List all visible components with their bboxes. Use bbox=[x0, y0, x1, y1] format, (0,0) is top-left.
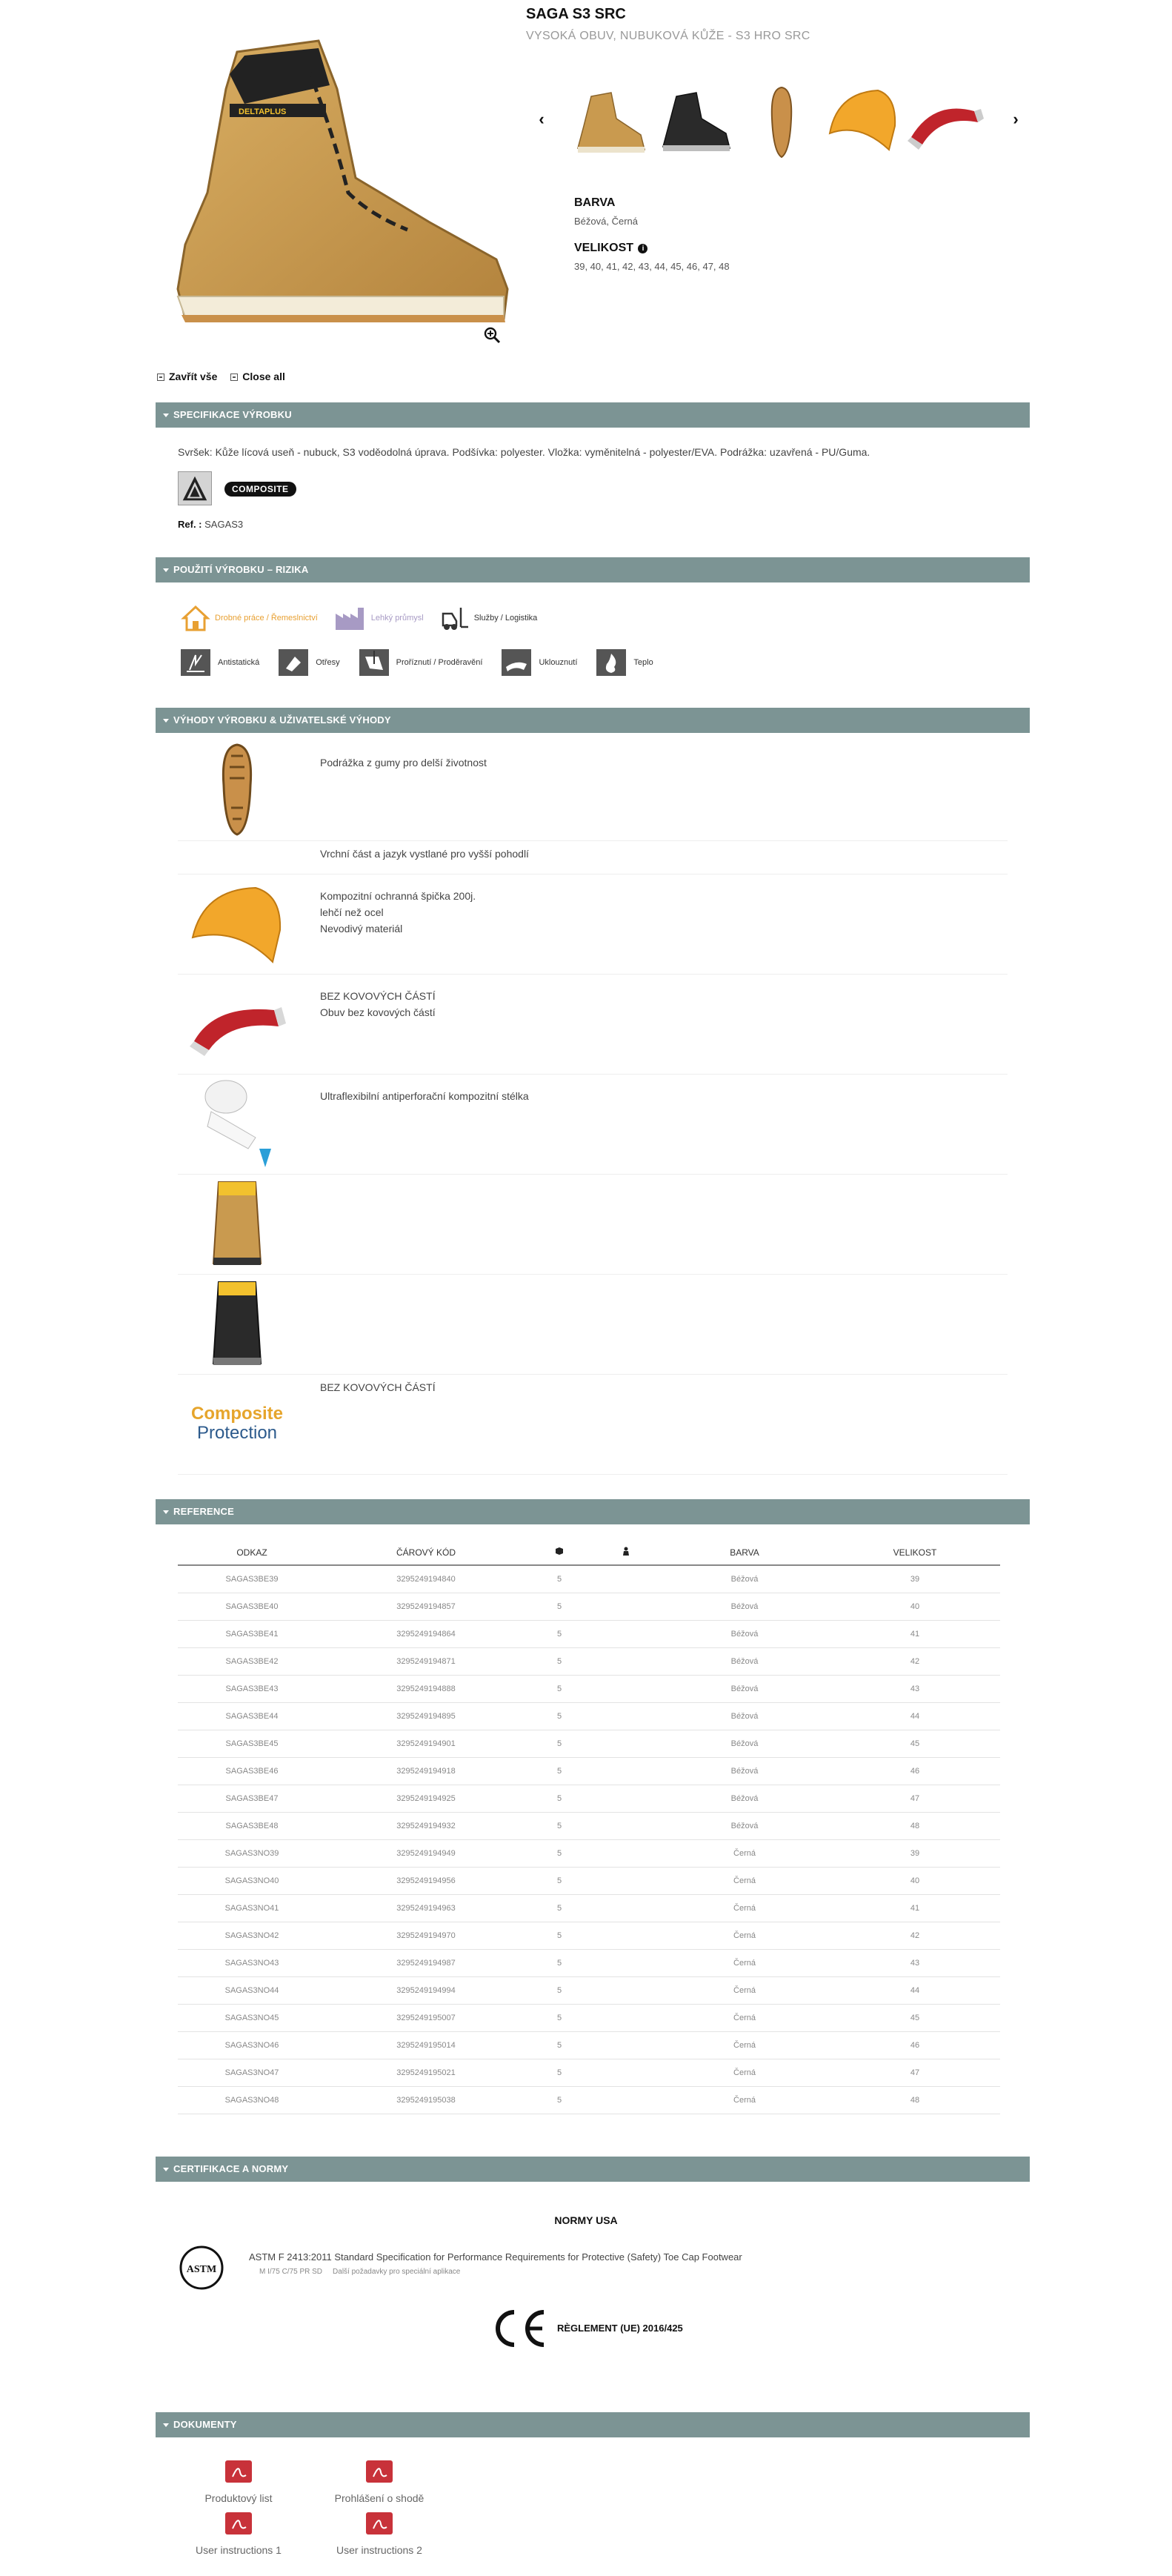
usage-sectors bbox=[181, 603, 553, 633]
risk-puncture bbox=[359, 649, 483, 676]
product-subtitle: VYSOKÁ OBUV, NUBUKOVÁ KŮŽE - S3 HRO SRC bbox=[526, 30, 810, 42]
benefit-text bbox=[320, 1088, 529, 1104]
collapse-icon bbox=[230, 374, 238, 381]
table-cell: Béžová bbox=[659, 1675, 830, 1702]
table-cell: 44 bbox=[830, 1976, 1000, 2004]
table-cell bbox=[593, 1839, 659, 1867]
table-cell: SAGAS3BE44 bbox=[178, 1702, 326, 1730]
table-cell: Béžová bbox=[659, 1757, 830, 1785]
table-row bbox=[178, 1922, 1000, 1949]
doc-link-user-instructions-2[interactable] bbox=[320, 2511, 439, 2556]
table-cell: 3295249195007 bbox=[326, 2004, 526, 2031]
pdf-icon bbox=[364, 2459, 394, 2484]
collapse-cz-label: Zavřít vše bbox=[169, 371, 218, 382]
astm-logo-text: ASTM bbox=[186, 2264, 217, 2275]
table-cell: Černá bbox=[659, 1867, 830, 1894]
table-cell: SAGAS3NO42 bbox=[178, 1922, 326, 1949]
table-cell bbox=[593, 1757, 659, 1785]
table-row bbox=[178, 2059, 1000, 2086]
ce-mark-icon bbox=[489, 2306, 548, 2351]
table-cell: 39 bbox=[830, 1839, 1000, 1867]
table-cell bbox=[593, 1647, 659, 1675]
table-cell: 3295249194994 bbox=[326, 1976, 526, 2004]
table-cell: 3295249194963 bbox=[326, 1894, 526, 1922]
box-icon bbox=[555, 1547, 564, 1556]
table-header-row bbox=[178, 1540, 1000, 1565]
table-cell: 3295249194840 bbox=[326, 1565, 526, 1593]
benefit-text bbox=[320, 1379, 436, 1395]
table-cell: Béžová bbox=[659, 1565, 830, 1593]
pdf-icon bbox=[364, 2511, 394, 2536]
reference-line bbox=[178, 519, 243, 530]
col-color: BARVA bbox=[659, 1540, 830, 1565]
table-row bbox=[178, 2086, 1000, 2114]
section-title: CERTIFIKACE A NORMY bbox=[173, 2163, 289, 2174]
beige-boot-back-image bbox=[185, 1175, 289, 1271]
col-person-icon bbox=[593, 1540, 659, 1565]
table-cell bbox=[593, 1922, 659, 1949]
size-heading bbox=[574, 242, 730, 255]
carousel-prev-button[interactable]: ‹ bbox=[539, 110, 545, 128]
benefit-text bbox=[320, 888, 476, 937]
table-cell: SAGAS3NO43 bbox=[178, 1949, 326, 1976]
table-cell: SAGAS3NO48 bbox=[178, 2086, 326, 2114]
logo-line-1: Composite bbox=[190, 1404, 284, 1424]
benefit-row bbox=[178, 1375, 1008, 1475]
table-cell: 5 bbox=[526, 1839, 593, 1867]
benefit-row bbox=[178, 874, 1008, 975]
caret-down-icon bbox=[163, 719, 169, 723]
section-header-spec[interactable] bbox=[156, 402, 1030, 428]
table-cell: 5 bbox=[526, 1757, 593, 1785]
factory-icon bbox=[334, 605, 367, 631]
table-cell: 5 bbox=[526, 2086, 593, 2114]
sector-logistics bbox=[440, 605, 538, 631]
size-value: 39, 40, 41, 42, 43, 44, 45, 46, 47, 48 bbox=[574, 261, 730, 272]
heat-icon bbox=[596, 649, 626, 676]
table-cell: Černá bbox=[659, 2004, 830, 2031]
table-row bbox=[178, 2004, 1000, 2031]
table-row bbox=[178, 2031, 1000, 2059]
table-cell bbox=[593, 1785, 659, 1812]
table-row bbox=[178, 1976, 1000, 2004]
table-cell: 5 bbox=[526, 1647, 593, 1675]
thumbnail-carousel bbox=[533, 82, 1037, 163]
risk-label: Proříznutí / Proděravění bbox=[396, 658, 483, 667]
benefit-line: Ultraflexibilní antiperforační kompozitní stélka bbox=[320, 1090, 529, 1102]
table-cell: SAGAS3NO41 bbox=[178, 1894, 326, 1922]
table-cell: 5 bbox=[526, 1620, 593, 1647]
table-row bbox=[178, 1949, 1000, 1976]
section-title: REFERENCE bbox=[173, 1506, 234, 1517]
table-cell: 41 bbox=[830, 1894, 1000, 1922]
table-cell: 3295249195021 bbox=[326, 2059, 526, 2086]
astm-note: Další požadavky pro speciální aplikace bbox=[333, 2268, 461, 2276]
table-cell: 3295249194956 bbox=[326, 1867, 526, 1894]
table-cell bbox=[593, 1812, 659, 1839]
astm-code: M I/75 C/75 PR SD bbox=[259, 2268, 323, 2276]
table-cell: Béžová bbox=[659, 1785, 830, 1812]
table-cell bbox=[593, 1675, 659, 1702]
table-cell: 5 bbox=[526, 1702, 593, 1730]
table-cell: 3295249194925 bbox=[326, 1785, 526, 1812]
table-cell: 44 bbox=[830, 1702, 1000, 1730]
benefit-row bbox=[178, 1175, 1008, 1275]
risk-shock bbox=[279, 649, 339, 676]
table-row bbox=[178, 1730, 1000, 1757]
section-title: VÝHODY VÝROBKU & UŽIVATELSKÉ VÝHODY bbox=[173, 714, 391, 726]
table-cell: 5 bbox=[526, 1730, 593, 1757]
table-cell: 3295249194970 bbox=[326, 1922, 526, 1949]
table-row bbox=[178, 1894, 1000, 1922]
section-title: SPECIFIKACE VÝROBKU bbox=[173, 409, 292, 420]
table-row bbox=[178, 1839, 1000, 1867]
benefit-text bbox=[320, 988, 436, 1020]
risk-label: Otřesy bbox=[316, 658, 340, 667]
sector-light-industry bbox=[334, 605, 424, 631]
table-cell: 5 bbox=[526, 1565, 593, 1593]
ref-label: Ref. : bbox=[178, 519, 202, 530]
table-cell: Černá bbox=[659, 1839, 830, 1867]
table-cell: SAGAS3BE42 bbox=[178, 1647, 326, 1675]
table-cell: 5 bbox=[526, 1812, 593, 1839]
puncture-icon bbox=[359, 649, 389, 676]
table-cell bbox=[593, 2004, 659, 2031]
reglement-text: RÈGLEMENT (UE) 2016/425 bbox=[557, 2323, 683, 2334]
table-cell: 5 bbox=[526, 2004, 593, 2031]
logo-line-2: Protection bbox=[196, 1423, 278, 1443]
table-cell: Černá bbox=[659, 2059, 830, 2086]
pdf-icon bbox=[224, 2459, 253, 2484]
benefit-line: lehčí než ocel bbox=[320, 906, 384, 918]
product-attributes bbox=[574, 196, 730, 287]
table-cell: Béžová bbox=[659, 1647, 830, 1675]
benefit-row bbox=[178, 841, 1008, 874]
table-cell: 3295249194857 bbox=[326, 1593, 526, 1620]
thumb-sole[interactable] bbox=[741, 82, 822, 163]
thumb-beige-boot[interactable] bbox=[570, 82, 652, 163]
benefit-row bbox=[178, 1275, 1008, 1375]
table-cell: SAGAS3BE43 bbox=[178, 1675, 326, 1702]
table-cell: 5 bbox=[526, 2031, 593, 2059]
composite-badge: COMPOSITE bbox=[224, 482, 296, 497]
table-cell bbox=[593, 1894, 659, 1922]
table-row bbox=[178, 1867, 1000, 1894]
col-box-icon bbox=[526, 1540, 593, 1565]
sole-image bbox=[185, 741, 289, 837]
table-cell bbox=[593, 1730, 659, 1757]
risk-slip bbox=[502, 649, 577, 676]
table-cell: SAGAS3BE40 bbox=[178, 1593, 326, 1620]
brand-label: DELTAPLUS bbox=[239, 107, 287, 116]
table-cell: 40 bbox=[830, 1867, 1000, 1894]
table-cell: Béžová bbox=[659, 1812, 830, 1839]
table-cell bbox=[593, 1565, 659, 1593]
table-cell: 3295249194864 bbox=[326, 1620, 526, 1647]
table-cell: 3295249194987 bbox=[326, 1949, 526, 1976]
antistatic-icon bbox=[181, 649, 210, 676]
table-cell bbox=[593, 1702, 659, 1730]
table-cell: SAGAS3NO44 bbox=[178, 1976, 326, 2004]
table-cell: 3295249194949 bbox=[326, 1839, 526, 1867]
table-cell: SAGAS3BE39 bbox=[178, 1565, 326, 1593]
doc-label: User instructions 1 bbox=[196, 2544, 282, 2556]
table-cell: Černá bbox=[659, 1894, 830, 1922]
section-title: DOKUMENTY bbox=[173, 2419, 237, 2430]
caret-down-icon bbox=[163, 1510, 169, 1514]
reference-table-body bbox=[178, 1565, 1000, 2114]
table-cell: SAGAS3NO45 bbox=[178, 2004, 326, 2031]
product-title: SAGA S3 SRC bbox=[526, 6, 626, 22]
table-cell: Černá bbox=[659, 1922, 830, 1949]
table-cell: Černá bbox=[659, 2031, 830, 2059]
table-cell: 3295249195014 bbox=[326, 2031, 526, 2059]
spec-text: Svršek: Kůže lícová useň - nubuck, S3 voděodolná úprava. Podšívka: polyester. Vložka: vyměnitelná - polyester/EVA. Podrážka: uzavřená - PU/Guma. bbox=[178, 446, 870, 458]
table-row bbox=[178, 1675, 1000, 1702]
magnet-image bbox=[185, 975, 289, 1071]
table-cell: 42 bbox=[830, 1647, 1000, 1675]
close-all-label: Close all bbox=[242, 371, 285, 382]
table-cell: 5 bbox=[526, 1976, 593, 2004]
info-icon[interactable]: i bbox=[638, 244, 647, 253]
risk-label: Teplo bbox=[633, 658, 653, 667]
table-cell: 47 bbox=[830, 2059, 1000, 2086]
table-row bbox=[178, 1702, 1000, 1730]
table-cell: 3295249194871 bbox=[326, 1647, 526, 1675]
composite-protection-logo bbox=[185, 1375, 289, 1471]
doc-link-declaration[interactable] bbox=[320, 2459, 439, 2504]
table-cell: SAGAS3BE46 bbox=[178, 1757, 326, 1785]
person-icon bbox=[622, 1547, 630, 1556]
sector-label: Služby / Logistika bbox=[473, 614, 538, 623]
table-cell: Béžová bbox=[659, 1593, 830, 1620]
table-row bbox=[178, 1620, 1000, 1647]
section-header-benefits[interactable] bbox=[156, 708, 1030, 733]
benefit-line: Podrážka z gumy pro delší životnost bbox=[320, 757, 487, 769]
benefit-row bbox=[178, 741, 1008, 841]
forklift-icon bbox=[440, 605, 470, 631]
table-row bbox=[178, 1593, 1000, 1620]
table-cell: 45 bbox=[830, 2004, 1000, 2031]
thumb-black-boot[interactable] bbox=[656, 82, 737, 163]
table-cell: 5 bbox=[526, 1675, 593, 1702]
table-row bbox=[178, 1785, 1000, 1812]
table-row bbox=[178, 1565, 1000, 1593]
table-cell bbox=[593, 1593, 659, 1620]
table-cell: 39 bbox=[830, 1565, 1000, 1593]
table-cell: Béžová bbox=[659, 1620, 830, 1647]
product-main-image[interactable] bbox=[156, 22, 519, 326]
table-cell: 48 bbox=[830, 1812, 1000, 1839]
close-all-button[interactable] bbox=[230, 371, 285, 382]
doc-label: Produktový list bbox=[204, 2492, 273, 2504]
table-cell bbox=[593, 2086, 659, 2114]
table-cell: 42 bbox=[830, 1922, 1000, 1949]
benefit-line: BEZ KOVOVÝCH ČÁSTÍ bbox=[320, 990, 436, 1002]
table-cell: 5 bbox=[526, 1949, 593, 1976]
table-cell: 5 bbox=[526, 2059, 593, 2086]
table-row bbox=[178, 1647, 1000, 1675]
section-header-reference[interactable] bbox=[156, 1499, 1030, 1524]
table-cell: 3295249194895 bbox=[326, 1702, 526, 1730]
table-cell: 3295249194918 bbox=[326, 1757, 526, 1785]
house-icon bbox=[181, 603, 210, 633]
risk-antistatic bbox=[181, 649, 259, 676]
benefit-line: Kompozitní ochranná špička 200j. bbox=[320, 890, 476, 902]
table-cell: 5 bbox=[526, 1593, 593, 1620]
zoom-icon[interactable] bbox=[483, 326, 501, 344]
table-cell: Černá bbox=[659, 1949, 830, 1976]
caret-down-icon bbox=[163, 568, 169, 572]
table-cell: SAGAS3NO47 bbox=[178, 2059, 326, 2086]
table-cell: SAGAS3BE45 bbox=[178, 1730, 326, 1757]
table-cell: SAGAS3BE41 bbox=[178, 1620, 326, 1647]
black-boot-back-image bbox=[185, 1275, 289, 1371]
normy-heading: NORMY USA bbox=[554, 2214, 618, 2226]
table-cell: SAGAS3NO40 bbox=[178, 1867, 326, 1894]
table-cell: Černá bbox=[659, 1976, 830, 2004]
table-cell: 43 bbox=[830, 1949, 1000, 1976]
pdf-icon bbox=[224, 2511, 253, 2536]
benefit-text bbox=[320, 754, 487, 771]
doc-label: User instructions 2 bbox=[336, 2544, 422, 2556]
color-value: Béžová, Černá bbox=[574, 216, 638, 227]
table-cell: SAGAS3NO46 bbox=[178, 2031, 326, 2059]
doc-link-product-sheet[interactable] bbox=[179, 2459, 298, 2504]
collapse-icon bbox=[157, 374, 164, 381]
table-cell: 41 bbox=[830, 1620, 1000, 1647]
product-header bbox=[156, 0, 1030, 356]
warning-triangle-icon bbox=[178, 471, 212, 505]
sector-label: Lehký průmysl bbox=[370, 614, 424, 623]
doc-label: Prohlášení o shodě bbox=[334, 2492, 424, 2504]
table-cell: 45 bbox=[830, 1730, 1000, 1757]
table-cell bbox=[593, 1976, 659, 2004]
risk-heat bbox=[596, 649, 653, 676]
table-cell: SAGAS3BE48 bbox=[178, 1812, 326, 1839]
carousel-next-button[interactable]: › bbox=[1013, 110, 1019, 128]
thumb-toecap[interactable] bbox=[822, 82, 904, 163]
table-cell: 5 bbox=[526, 1922, 593, 1949]
sector-craftsmanship bbox=[181, 603, 318, 633]
table-row bbox=[178, 1757, 1000, 1785]
table-cell bbox=[593, 2031, 659, 2059]
section-header-docs[interactable] bbox=[156, 2412, 1030, 2437]
caret-down-icon bbox=[163, 2423, 169, 2427]
benefit-line: Nevodivý materiál bbox=[320, 923, 403, 935]
color-label: BARVA bbox=[574, 196, 616, 209]
table-cell bbox=[593, 2059, 659, 2086]
benefit-row bbox=[178, 975, 1008, 1075]
section-title: POUŽITÍ VÝROBKU – RIZIKA bbox=[173, 564, 309, 575]
risk-label: Antistatická bbox=[218, 658, 260, 667]
ref-value: SAGAS3 bbox=[204, 519, 244, 530]
reference-table bbox=[178, 1540, 1000, 2114]
table-cell: Béžová bbox=[659, 1702, 830, 1730]
col-barcode: ČÁROVÝ KÓD bbox=[326, 1540, 526, 1565]
table-cell bbox=[593, 1867, 659, 1894]
table-cell: SAGAS3NO39 bbox=[178, 1839, 326, 1867]
slip-icon bbox=[502, 649, 531, 676]
table-cell: 46 bbox=[830, 1757, 1000, 1785]
table-cell: 47 bbox=[830, 1785, 1000, 1812]
table-cell: Béžová bbox=[659, 1730, 830, 1757]
benefit-row bbox=[178, 1075, 1008, 1175]
table-cell: 3295249194932 bbox=[326, 1812, 526, 1839]
risk-label: Uklouznutí bbox=[539, 658, 578, 667]
section-header-usage[interactable] bbox=[156, 557, 1030, 582]
table-cell: 48 bbox=[830, 2086, 1000, 2114]
table-cell bbox=[593, 1620, 659, 1647]
table-cell: Černá bbox=[659, 2086, 830, 2114]
table-cell: 5 bbox=[526, 1867, 593, 1894]
collapse-all-cz-button[interactable] bbox=[157, 371, 217, 382]
astm-logo bbox=[178, 2244, 225, 2291]
toecap-image bbox=[185, 874, 289, 971]
table-row bbox=[178, 1812, 1000, 1839]
benefit-text bbox=[320, 846, 529, 862]
table-cell: 5 bbox=[526, 1785, 593, 1812]
usage-risks bbox=[181, 649, 673, 676]
astm-subline bbox=[259, 2268, 470, 2276]
table-cell: 46 bbox=[830, 2031, 1000, 2059]
thumb-magnet[interactable] bbox=[904, 82, 985, 163]
shock-icon bbox=[279, 649, 308, 676]
col-size: VELIKOST bbox=[830, 1540, 1000, 1565]
table-cell: 3295249194888 bbox=[326, 1675, 526, 1702]
collapse-toggles bbox=[157, 371, 296, 382]
table-cell: 40 bbox=[830, 1593, 1000, 1620]
table-cell: 5 bbox=[526, 1894, 593, 1922]
insole-image bbox=[185, 1075, 289, 1171]
caret-down-icon bbox=[163, 2168, 169, 2171]
caret-down-icon bbox=[163, 414, 169, 417]
table-cell: 43 bbox=[830, 1675, 1000, 1702]
benefit-line: Vrchní část a jazyk vystlané pro vyšší pohodlí bbox=[320, 848, 529, 860]
benefit-line: Obuv bez kovových částí bbox=[320, 1006, 436, 1018]
table-cell: 3295249194901 bbox=[326, 1730, 526, 1757]
section-header-cert[interactable] bbox=[156, 2157, 1030, 2182]
benefit-line: BEZ KOVOVÝCH ČÁSTÍ bbox=[320, 1381, 436, 1393]
table-cell: SAGAS3BE47 bbox=[178, 1785, 326, 1812]
size-label: VELIKOST bbox=[574, 242, 634, 254]
astm-standard-text: ASTM F 2413:2011 Standard Specification for Performance Requirements for Protective (Safety) Toe Cap Footwear bbox=[249, 2251, 742, 2263]
col-odkaz: ODKAZ bbox=[178, 1540, 326, 1565]
table-cell: 3295249195038 bbox=[326, 2086, 526, 2114]
table-cell bbox=[593, 1949, 659, 1976]
sector-label: Drobné práce / Řemeslnictví bbox=[215, 614, 318, 623]
doc-link-user-instructions-1[interactable] bbox=[179, 2511, 298, 2556]
